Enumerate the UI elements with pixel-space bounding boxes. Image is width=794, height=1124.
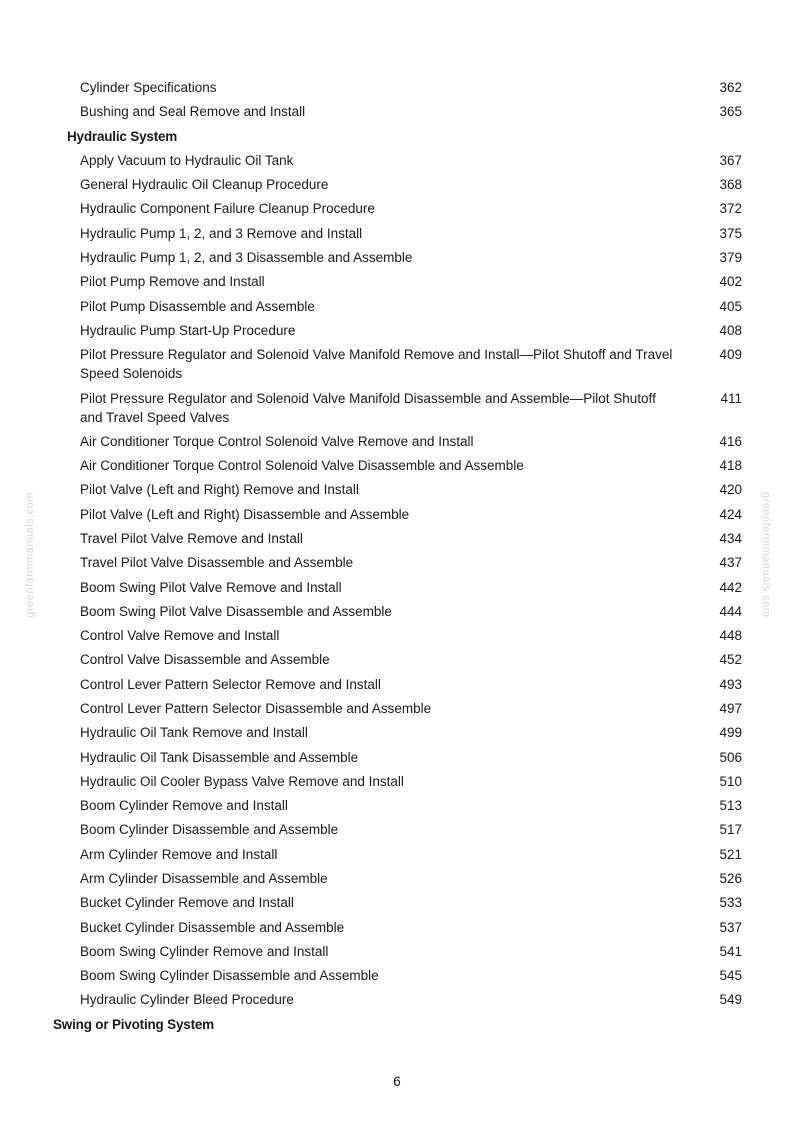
toc-entry-title: Control Valve Remove and Install — [80, 628, 280, 643]
toc-entry-title: Cylinder Specifications — [80, 80, 217, 95]
toc-entry[interactable] — [80, 942, 742, 961]
toc-entry-title: Hydraulic Pump 1, 2, and 3 Remove and Install — [80, 226, 363, 241]
toc-entry[interactable] — [80, 505, 742, 524]
toc-entry-page: 418 — [719, 458, 742, 473]
toc-entry-page: 549 — [719, 992, 742, 1007]
toc-entry[interactable] — [80, 748, 742, 767]
watermark-right: greenfarmmanuals.com — [760, 492, 772, 618]
toc-entry-page: 506 — [719, 750, 742, 765]
toc-entry[interactable] — [80, 199, 742, 218]
toc-entry-page: 375 — [719, 226, 742, 241]
toc-entry-title: Boom Swing Pilot Valve Disassemble and Assemble — [80, 604, 392, 619]
toc-entry[interactable] — [80, 151, 742, 170]
toc-entry-title: Travel Pilot Valve Disassemble and Assemble — [80, 555, 354, 570]
toc-entry-page: 416 — [719, 434, 742, 449]
toc-entry-title: Hydraulic Oil Cooler Bypass Valve Remove and Install — [80, 774, 404, 789]
toc-entry-title: Control Lever Pattern Selector Remove and Install — [80, 677, 381, 692]
toc-entry-title: Pilot Valve (Left and Right) Disassemble and Assemble — [80, 507, 410, 522]
toc-entry[interactable] — [80, 918, 742, 937]
toc-entry[interactable] — [80, 578, 742, 597]
toc-entry-page: 437 — [719, 555, 742, 570]
page-number: 6 — [393, 1074, 401, 1089]
toc-entry[interactable] — [80, 626, 742, 645]
toc-entry[interactable] — [80, 432, 742, 451]
toc-entry-title: Apply Vacuum to Hydraulic Oil Tank — [80, 153, 294, 168]
toc-entry-title: Boom Cylinder Disassemble and Assemble — [80, 822, 339, 837]
toc-entry-title: Hydraulic Oil Tank Remove and Install — [80, 725, 308, 740]
toc-entry-title: Control Valve Disassemble and Assemble — [80, 652, 330, 667]
toc-entry-title: Pilot Pump Disassemble and Assemble — [80, 299, 315, 314]
toc-entry-page: 526 — [719, 871, 742, 886]
toc-entry[interactable] — [80, 529, 742, 548]
toc-entry[interactable] — [80, 456, 742, 475]
toc-entry-page: 442 — [719, 580, 742, 595]
toc-entry-page: 533 — [719, 895, 742, 910]
toc-entry-page: 537 — [719, 920, 742, 935]
toc-entry-page: 493 — [719, 677, 742, 692]
toc-entry-title: General Hydraulic Oil Cleanup Procedure — [80, 177, 329, 192]
toc-entry[interactable] — [80, 389, 742, 427]
toc-entry[interactable] — [80, 345, 742, 383]
toc-entry-page: 499 — [719, 725, 742, 740]
toc-entry[interactable] — [80, 966, 742, 985]
toc-entry-page: 408 — [719, 323, 742, 338]
toc-entry[interactable] — [80, 321, 742, 340]
toc-entry[interactable] — [80, 175, 742, 194]
toc-entry-page: 379 — [719, 250, 742, 265]
toc-entry[interactable] — [80, 553, 742, 572]
toc-entry-title: Control Lever Pattern Selector Disassemble and Assemble — [80, 701, 432, 716]
toc-entry-page: 362 — [719, 80, 742, 95]
toc-entry-page: 405 — [719, 299, 742, 314]
toc-entry[interactable] — [80, 893, 742, 912]
toc-entry-title: Boom Swing Cylinder Disassemble and Assemble — [80, 968, 379, 983]
toc-entry-title: Air Conditioner Torque Control Solenoid Valve Disassemble and Assemble — [80, 458, 524, 473]
toc-entry-page: 372 — [719, 201, 742, 216]
toc-entry-title: Air Conditioner Torque Control Solenoid Valve Remove and Install — [80, 434, 474, 449]
toc-entry[interactable] — [80, 845, 742, 864]
toc-entry-title: Arm Cylinder Disassemble and Assemble — [80, 871, 328, 886]
toc-entry[interactable] — [80, 820, 742, 839]
toc-entry-title: Bucket Cylinder Disassemble and Assemble — [80, 920, 345, 935]
toc-entry[interactable] — [80, 248, 742, 267]
toc-entry-page: 517 — [719, 822, 742, 837]
toc-entry-title: Travel Pilot Valve Remove and Install — [80, 531, 303, 546]
toc-entry[interactable] — [80, 699, 742, 718]
toc-entry-title: Arm Cylinder Remove and Install — [80, 847, 278, 862]
toc-entry-page: 444 — [719, 604, 742, 619]
toc-entry-title: Bucket Cylinder Remove and Install — [80, 895, 294, 910]
section-heading-hydraulic-system: Hydraulic System — [67, 129, 178, 144]
toc-entry-page: 424 — [719, 507, 742, 522]
toc-entry-page: 513 — [719, 798, 742, 813]
toc-entry[interactable] — [80, 796, 742, 815]
toc-entry-page: 510 — [719, 774, 742, 789]
toc-entry-page: 402 — [719, 274, 742, 289]
toc-entry-page: 541 — [719, 944, 742, 959]
toc-entry-page: 409 — [719, 347, 742, 362]
toc-entry-page: 448 — [719, 628, 742, 643]
toc-entry[interactable] — [80, 602, 742, 621]
toc-entry-title: Pilot Pump Remove and Install — [80, 274, 265, 289]
toc-entry-title: Bushing and Seal Remove and Install — [80, 104, 306, 119]
toc-entry[interactable] — [80, 723, 742, 742]
toc-entry[interactable] — [80, 102, 742, 121]
toc-entry-title: Boom Cylinder Remove and Install — [80, 798, 288, 813]
toc-entry-page: 420 — [719, 482, 742, 497]
section-heading-swing-system: Swing or Pivoting System — [53, 1017, 214, 1032]
toc-entry-title: Hydraulic Pump Start-Up Procedure — [80, 323, 296, 338]
toc-entry-page: 434 — [719, 531, 742, 546]
toc-entry-page: 367 — [719, 153, 742, 168]
toc-entry[interactable] — [80, 772, 742, 791]
toc-entry[interactable] — [80, 297, 742, 316]
toc-entry[interactable] — [80, 675, 742, 694]
toc-entry-title: Boom Swing Cylinder Remove and Install — [80, 944, 329, 959]
toc-entry-title: Pilot Pressure Regulator and Solenoid Valve Manifold Disassemble and Assemble—Pilot Shutoff and Travel Speed Valves — [80, 391, 656, 425]
toc-entry-page: 545 — [719, 968, 742, 983]
toc-entry-page: 497 — [719, 701, 742, 716]
toc-entry-page: 411 — [720, 391, 742, 406]
toc-entry-title: Hydraulic Pump 1, 2, and 3 Disassemble and Assemble — [80, 250, 413, 265]
toc-entry-title: Hydraulic Oil Tank Disassemble and Assemble — [80, 750, 359, 765]
toc-entry-page: 452 — [719, 652, 742, 667]
toc-entry-title: Pilot Pressure Regulator and Solenoid Valve Manifold Remove and Install—Pilot Shutoff and Travel Speed Solenoids — [80, 347, 673, 381]
toc-entry-page: 368 — [719, 177, 742, 192]
toc-entry[interactable] — [80, 650, 742, 669]
toc-entry[interactable] — [80, 78, 742, 97]
toc-entry-title: Pilot Valve (Left and Right) Remove and Install — [80, 482, 359, 497]
toc-entry[interactable] — [80, 272, 742, 291]
toc-entry-title: Hydraulic Cylinder Bleed Procedure — [80, 992, 294, 1007]
toc-entry[interactable] — [80, 869, 742, 888]
toc-entry-title: Boom Swing Pilot Valve Remove and Install — [80, 580, 342, 595]
toc-entry-page: 365 — [719, 104, 742, 119]
toc-entry[interactable] — [80, 224, 742, 243]
watermark-left: greenfarmmanuals.com — [24, 492, 36, 618]
toc-entry[interactable] — [80, 480, 742, 499]
toc-entry-title: Hydraulic Component Failure Cleanup Procedure — [80, 201, 375, 216]
toc-entry[interactable] — [80, 990, 742, 1009]
toc-entry-page: 521 — [719, 847, 742, 862]
